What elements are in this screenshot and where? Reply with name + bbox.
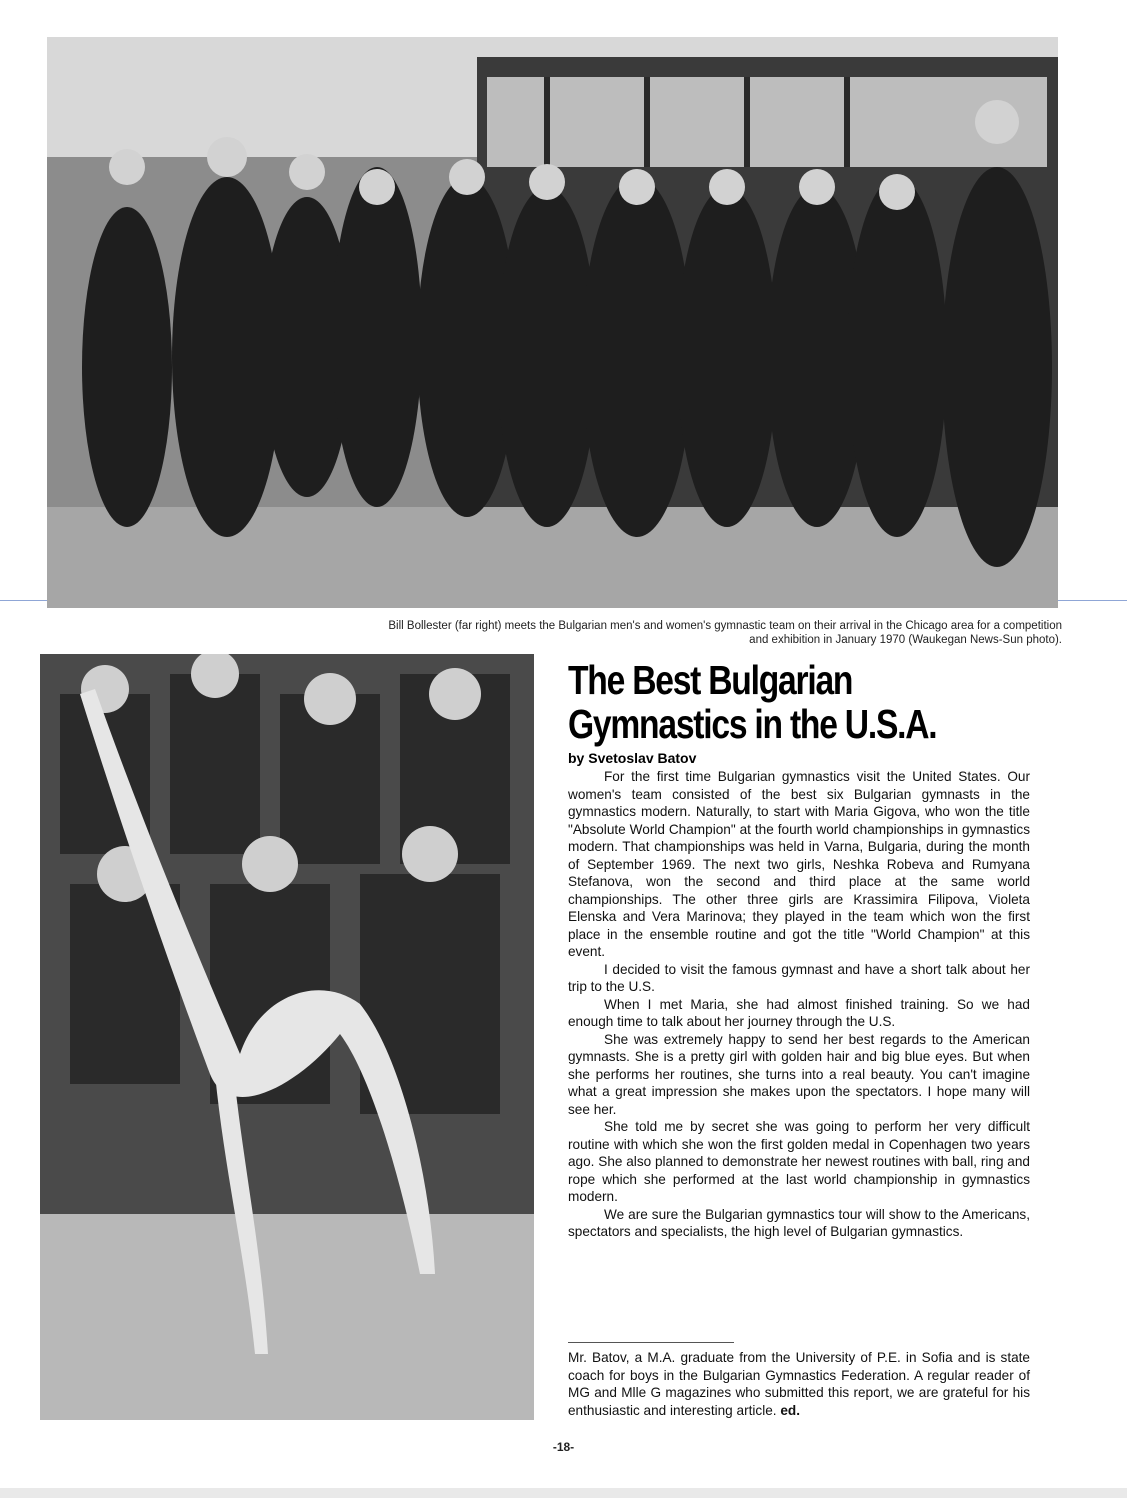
author-note-text: Mr. Batov, a M.A. graduate from the University of P.E. in Sofia and is state coach for boys in the Bulgarian Gymnastics Federation. A regular reader of MG and Mlle G magazines who submitted this report, we are grateful for his enthusiastic and interesting article.	[568, 1350, 1030, 1418]
author-note-divider	[568, 1342, 734, 1343]
article-paragraph: She told me by secret she was going to perform her very difficult routine with which she won the first golden medal in Copenhagen two years ago. She also planned to demonstrate her newest routines with ball, ring and rope which she performed at the last world championship in gymnastics modern.	[568, 1119, 1030, 1204]
page-number: -18-	[552, 1440, 575, 1454]
article-paragraph: We are sure the Bulgarian gymnastics tour will show to the Americans, spectators and specialists, the high level of Bulgarian gymnastics.	[568, 1206, 1030, 1239]
photo-caption-line-2: and exhibition in January 1970 (Waukegan News-Sun photo).	[749, 634, 1062, 646]
team-arrival-photo	[47, 37, 1058, 608]
team-arrival-photo-drawing	[47, 37, 1058, 608]
article-title-line-2: Gymnastics in the U.S.A.	[568, 701, 937, 747]
author-note	[568, 1349, 1030, 1419]
article-byline: by Svetoslav Batov	[568, 750, 697, 766]
scan-bottom-band	[0, 1488, 1127, 1498]
gymnast-performance-photo	[40, 654, 534, 1420]
article-paragraph: For the first time Bulgarian gymnastics visit the United States. Our women's team consisted of the best six Bulgarian gymnasts in the gymnastics modern. Naturally, to start with Maria Gigova, who won the title "Absolute World Champion" at the fourth world championships in gymnastics modern. That championships was held in Varna, Bulgaria, during the month of September 1969. The next two girls, Neshka Robeva and Rumyana Stefanova, won the second and third place at the same world championships. The other three girls are Krassimira Filipova, Violeta Elenska and Vera Marinova; they played in the team which won the first place in the ensemble routine and got the title "World Champion" at this event.	[568, 769, 1030, 959]
article-paragraph: When I met Maria, she had almost finished training. So we had enough time to talk about her journey through the U.S.	[568, 996, 1030, 1029]
margin-rule-left	[0, 600, 47, 601]
gymnast-performance-photo-drawing	[40, 654, 534, 1420]
photo-caption-line-1: Bill Bollester (far right) meets the Bulgarian men's and women's gymnastic team on their arrival in the Chicago area for a competition	[388, 620, 1062, 632]
editor-sign: ed.	[780, 1402, 800, 1418]
article-title-line-1: The Best Bulgarian	[568, 657, 853, 703]
article-paragraph: She was extremely happy to send her best regards to the American gymnasts. She is a pretty girl with golden hair and big blue eyes. But when she performs her routines, she turns into a real beauty. You can't imagine what a great impression she makes upon the spectators. I hope many will see her.	[568, 1031, 1030, 1117]
article-body	[568, 768, 1030, 1241]
margin-rule-right	[1058, 600, 1127, 601]
article-paragraph: I decided to visit the famous gymnast and have a short talk about her trip to the U.S.	[568, 961, 1030, 994]
article-title	[568, 658, 994, 746]
photo-caption	[300, 619, 1062, 647]
